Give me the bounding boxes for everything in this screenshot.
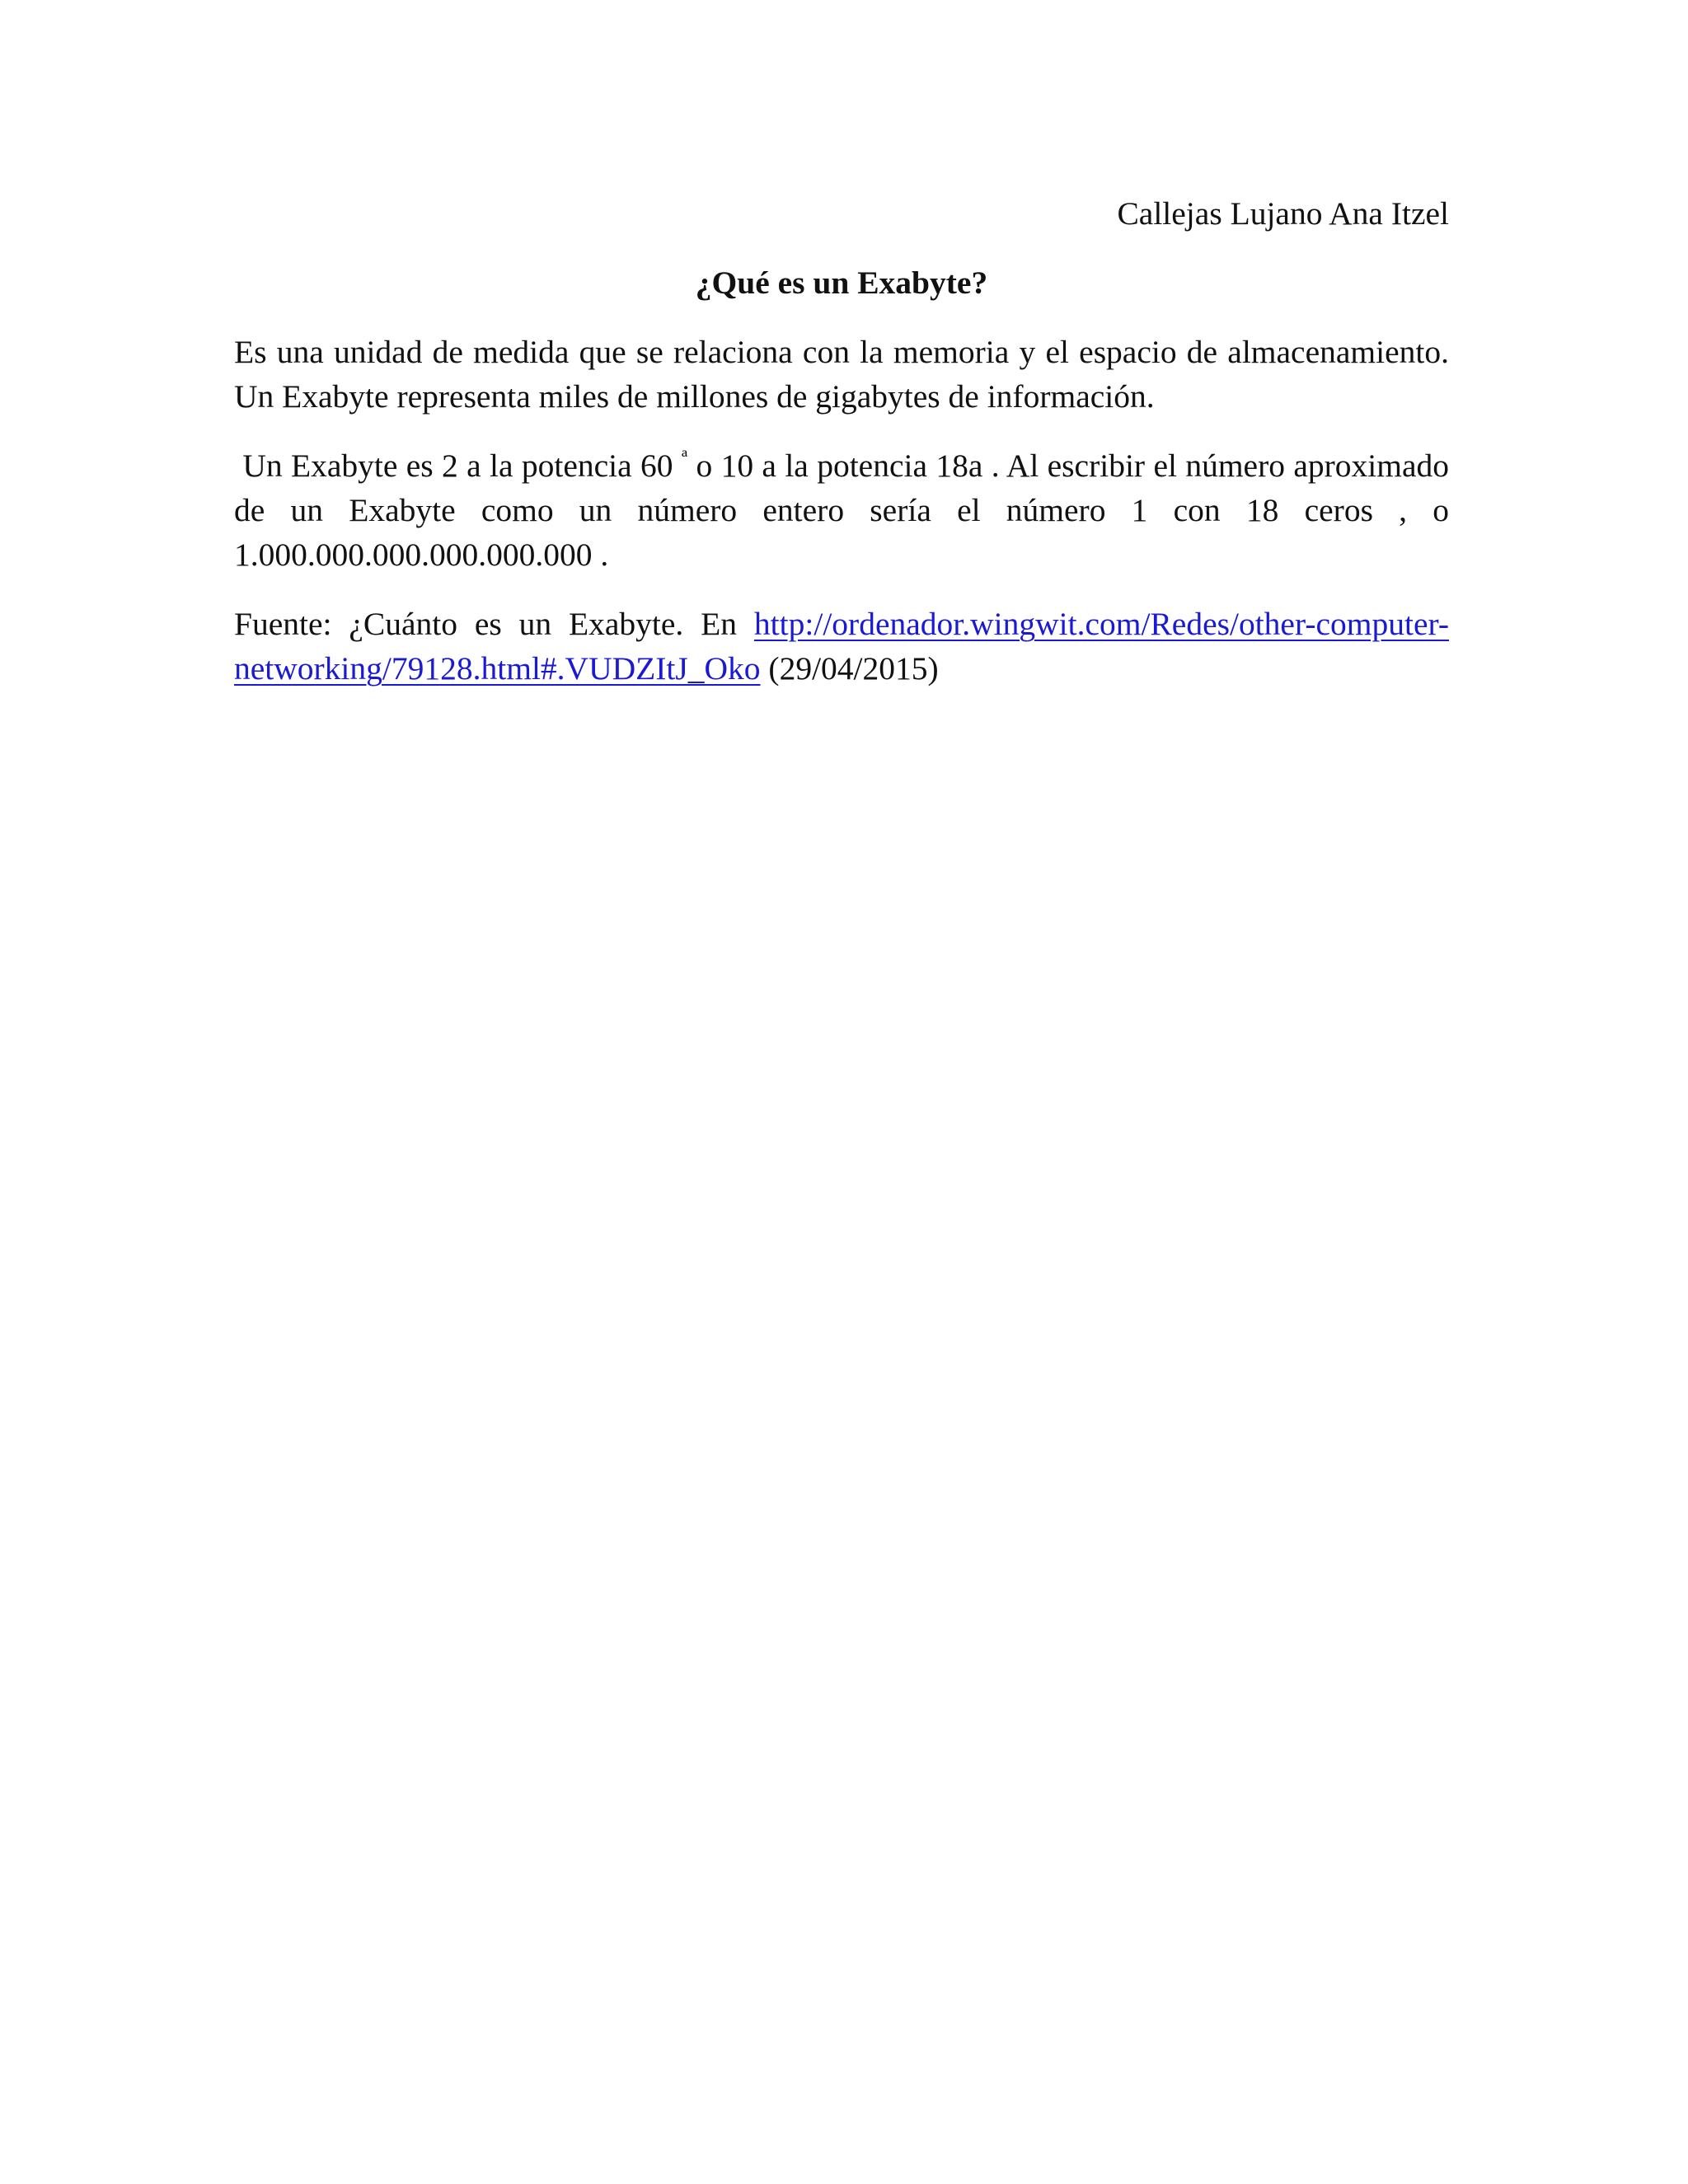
source-citation [234, 602, 1449, 691]
paragraph-definition: Es una unidad de medida que se relaciona con la memoria y el espacio de almacenamiento. Un Exabyte representa miles de millones de gigabytes de información. [234, 334, 1449, 415]
paragraph-size-text-end: o 10 a la potencia 18a . Al escribir el número aproximado de un Exabyte como un número entero sería el número 1 con 18 ceros , o 1.000.000.000.000.000.000 . [234, 448, 1449, 573]
source-link-line2: networking/79128.html#.VUDZItJ_Oko [234, 650, 761, 687]
source-date: (29/04/2015) [760, 650, 939, 687]
paragraph-size [234, 443, 1449, 577]
document-title: ¿Qué es un Exabyte? [695, 265, 988, 301]
document-body [234, 191, 1449, 691]
source-link-line1: http://ordenador.wingwit.com/Redes/other-computer- [753, 606, 1449, 642]
paragraph-size-text-start: Un Exabyte es 2 a la potencia 60 [234, 448, 682, 484]
author-name: Callejas Lujano Ana Itzel [1117, 195, 1449, 232]
source-prefix: Fuente: ¿Cuánto es un Exabyte. En [234, 606, 754, 642]
superscript-ordinal: ª [681, 446, 688, 470]
